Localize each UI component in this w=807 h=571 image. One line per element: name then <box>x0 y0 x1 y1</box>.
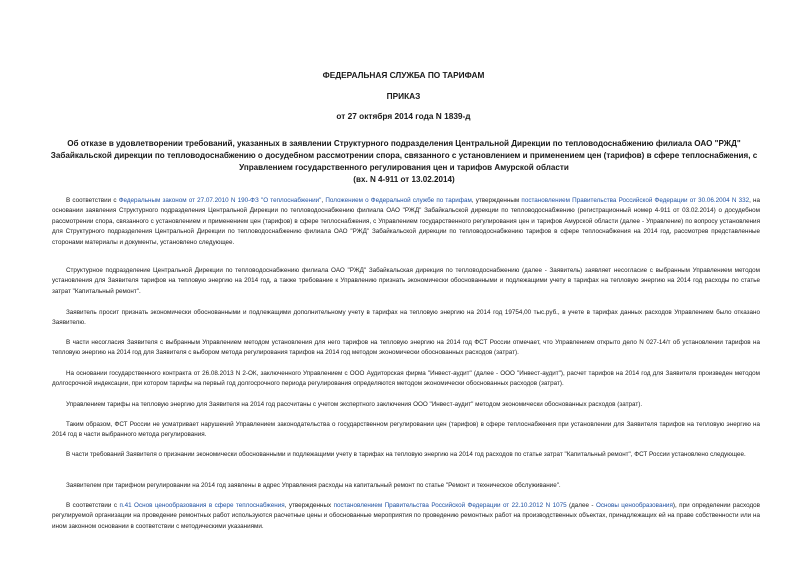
link-pricing-basics[interactable]: Основы ценообразования <box>595 502 673 509</box>
link-pricing-basics-p41[interactable]: п.41 Основ ценообразования в сфере теплоснабжения <box>119 502 285 509</box>
paragraph-10-text-a: В соответствии с <box>66 502 120 509</box>
link-federal-law-190fz[interactable]: Федеральным законом от 27.07.2010 N 190-ФЗ "О теплоснабжении" <box>118 197 322 204</box>
paragraph-6: Управлением тарифы на тепловую энергию для Заявителя на 2014 год рассчитаны с учетом экспертного заключения ООО "Инвест-аудит" методом экономически обоснованных расходов (затрат). <box>66 401 643 408</box>
link-government-decree-332[interactable]: постановлением Правительства Российской Федерации от 30.06.2004 N 332 <box>521 197 750 204</box>
paragraph-2: Структурное подразделение Центральной Дирекции по тепловодоснабжению филиала ОАО "РЖД" Забайкальская дирекция по тепловодоснабжению (далее - Заявитель) заявляет несогласие с выбранным Управлением методом установления для Заявителя тарифов на тепловую энергию на 2014 год, а также требование к Управлению признать экономически обоснованными и подлежащими учету в тарифах на тепловую энергию на 2014 год расходы по статье затрат "Капитальный ремонт". <box>52 267 760 295</box>
paragraph-7: Таким образом, ФСТ России не усматривает нарушений Управлением законодательства о государственном регулировании цен (тарифов) в сфере теплоснабжения при установлении для Заявителя тарифов на тепловую энергию на 2014 год в части выбранного метода регулирования. <box>52 421 760 439</box>
paragraph-1-text-d: , на основании заявления Структурного подразделения Центральной Дирекции по тепловодоснабжению филиала ОАО "РЖД" Забайкальской дирекции по тепловодоснабжению (регистрационный номер 4-911 от 03.02.2014) о досудебном рассмотрении спора, связанного с установлением и применением цен (тарифов) в сфере теплоснабжения, с Управлением государственного регулирования цен и тарифов Амурской области (далее - Управление) по вопросу установления для Структурного подразделения Центральной Дирекции по тепловодоснабжению филиала ОАО "РЖД" Забайкальской дирекции по тепловодоснабжению тарифов в сфере теплоснабжения на 2014 год, рассмотрев представленные сторонами материалы и документы, установлено следующее. <box>52 197 761 246</box>
paragraph-10 <box>52 501 760 532</box>
paragraph-9: Заявителем при тарифном регулировании на 2014 год заявлены в адрес Управления расходы на капитальный ремонт по статье "Ремонт и техническое обслуживание". <box>66 482 561 489</box>
paragraph-10-text-d: ), при определении расходов регулируемой организации на проведение ремонтных работ используются расчетные цены и обоснованные мероприятия по проведению ремонтных работ на производственных объектах, принадлежащих ей на праве собственности или на ином законном основании в соответствии с методическими указаниями. <box>52 502 761 530</box>
paragraph-5: На основании государственного контракта от 26.08.2013 N 2-ОК, заключенного Управлением с ООО Аудиторская фирма "Инвест-аудит" (далее - ООО "Инвест-аудит"), расчет тарифов на 2014 год для Заявителя произведен методом долгосрочной индексации, при котором тарифы на первый год долгосрочного периода регулирования определяются методом экономически обоснованных расходов (затрат). <box>52 370 760 388</box>
document-date-number: от 27 октября 2014 года N 1839-д <box>336 111 471 121</box>
paragraph-1 <box>52 196 760 248</box>
paragraph-1-text-a: В соответствии с <box>66 197 119 204</box>
document-title-text: Об отказе в удовлетворении требований, указанных в заявлении Структурного подразделения Центральной Дирекции по тепловодоснабжению филиала ОАО "РЖД" Забайкальской дирекции по тепловодоснабжению о досудебном рассмотрении спора, связанного с установлением и применением цен (тарифов) в сфере теплоснабжения, с Управлением государственного регулирования цен и тарифов Амурской области <box>50 139 758 172</box>
paragraph-10-text-b: , утвержденных <box>284 502 334 509</box>
paragraph-4: В части несогласия Заявителя с выбранным Управлением методом установления для него тарифов на тепловую энергию на 2014 год ФСТ России отмечает, что Управлением открыто дело N 027-14/т об установлении тарифов на тепловую энергию на 2014 год для Заявителя с выбором метода регулирования тарифов на 2014 год методом экономически обоснованных расходов (затрат). <box>52 339 760 357</box>
paragraph-10-text-c: (далее - <box>566 502 596 509</box>
paragraph-1-text-c: , утвержденным <box>471 197 522 204</box>
agency-heading: ФЕДЕРАЛЬНАЯ СЛУЖБА ПО ТАРИФАМ <box>322 70 485 80</box>
document-title-reference: (вх. N 4-911 от 13.02.2014) <box>353 175 455 184</box>
paragraph-3: Заявитель просит признать экономически обоснованными и подлежащими дополнительному учету в тарифах на тепловую энергию на 2014 год 19754,00 тыс.руб., в учете в тарифах данных расходов Управлением было отказано Заявителю. <box>52 309 760 327</box>
paragraph-8: В части требований Заявителя о признании экономически обоснованными и подлежащими учету в тарифах на тепловую энергию на 2014 год расходов по статье затрат "Капитальный ремонт", ФСТ России установлено следующее. <box>66 451 746 458</box>
link-fst-regulation[interactable]: Положением о Федеральной службе по тарифам <box>325 197 472 204</box>
document-title <box>48 138 760 186</box>
paragraph-1-text-b: , <box>321 197 326 204</box>
document-type-heading: ПРИКАЗ <box>386 91 421 101</box>
link-government-decree-1075[interactable]: постановлением Правительства Российской Федерации от 22.10.2012 N 1075 <box>333 502 567 509</box>
